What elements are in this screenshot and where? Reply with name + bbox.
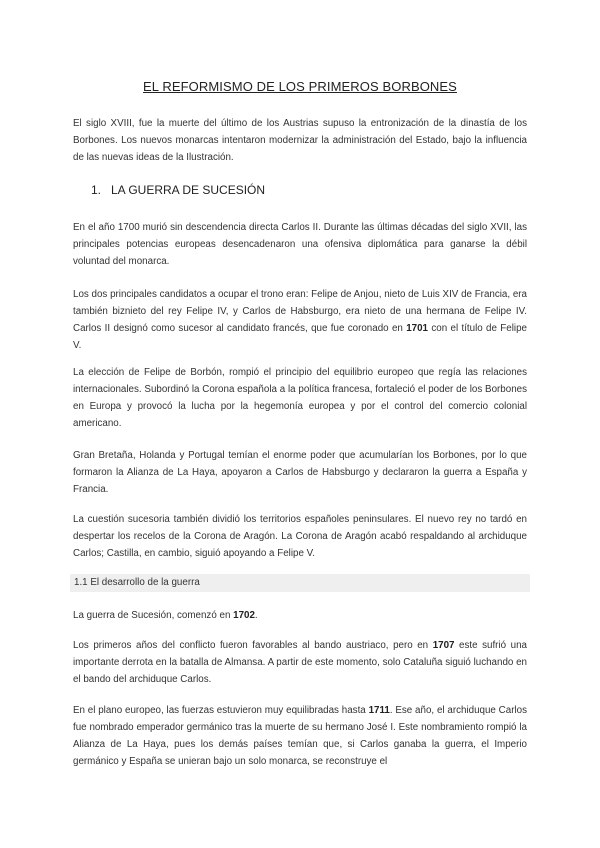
paragraph-8 <box>73 702 527 770</box>
intro-paragraph: El siglo XVIII, fue la muerte del último de los Austrias supuso la entronización de la dinastía de los Borbones. Los nuevos monarcas intentaron modernizar la administración del Estado, bajo la influencia de las nuevas ideas de la Ilustración. <box>73 118 527 163</box>
paragraph-7 <box>73 637 527 688</box>
paragraph-2 <box>73 286 527 354</box>
year-bold: 1702 <box>233 610 255 621</box>
text-span: Los dos principales candidatos a ocupar el trono eran: Felipe de Anjou, nieto de Luis XIV de Francia, era también biznieto del rey Felipe IV, y Carlos de Habsburgo, era nieto de una hermana de Felipe IV. Carlos II designó como sucesor al candidato francés, que fue coronado en <box>73 289 527 334</box>
text-span: La guerra de Sucesión, comenzó en <box>73 610 234 621</box>
text-span: . Ese año, el archiduque Carlos fue nombrado emperador germánico tras la muerte de su hermano José I. Este nombramiento rompió la Alianza de La Haya, pues los demás países temían que, si Carlos ganaba la guerra, el Imperio germánico y España se unieran bajo un solo monarca, se reconstruye el <box>73 705 527 767</box>
text-span: . <box>254 610 258 621</box>
text-span: En el plano europeo, las fuerzas estuvieron muy equilibradas hasta <box>73 705 369 716</box>
section-heading <box>91 183 265 197</box>
section-number: 1. <box>91 183 102 197</box>
text-span: con el título de Felipe V. <box>73 323 527 351</box>
year-bold: 1701 <box>406 323 428 334</box>
year-bold: 1711 <box>368 705 390 716</box>
text-span: Los primeros años del conflicto fueron favorables al bando austriaco, pero en <box>73 640 433 651</box>
paragraph-3: La elección de Felipe de Borbón, rompió el principio del equilibrio europeo que regía las relaciones internacionales. Subordinó la Corona española a la política francesa, fortaleció el poder de los Borbones en Europa y provocó la lucha por la hegemonía europea y por el control del comercio colonial americano. <box>73 367 527 429</box>
paragraph-1: En el año 1700 murió sin descendencia directa Carlos II. Durante las últimas décadas del siglo XVII, las principales potencias europeas desencadenaron una ofensiva diplomática para ganarse la débil voluntad del monarca. <box>73 222 527 267</box>
text-span: este sufrió una importante derrota en la batalla de Almansa. A partir de este momento, solo Cataluña siguió luchando en el bando del archiduque Carlos. <box>73 640 527 685</box>
subsection-heading: 1.1 El desarrollo de la guerra <box>70 574 530 592</box>
paragraph-5: La cuestión sucesoria también dividió los territorios españoles peninsulares. El nuevo rey no tardó en despertar los recelos de la Corona de Aragón. La Corona de Aragón acabó respaldando al archiduque Carlos; Castilla, en cambio, siguió apoyando a Felipe V. <box>73 514 527 559</box>
paragraph-4: Gran Bretaña, Holanda y Portugal temían el enorme poder que acumularían los Borbones, por lo que formaron la Alianza de La Haya, apoyaron a Carlos de Habsburgo y declararon la guerra a España y Francia. <box>73 450 527 495</box>
paragraph-6 <box>73 607 527 624</box>
document-title: EL REFORMISMO DE LOS PRIMEROS BORBONES <box>143 79 457 94</box>
section-title: LA GUERRA DE SUCESIÓN <box>111 183 266 197</box>
year-bold: 1707 <box>432 640 455 651</box>
